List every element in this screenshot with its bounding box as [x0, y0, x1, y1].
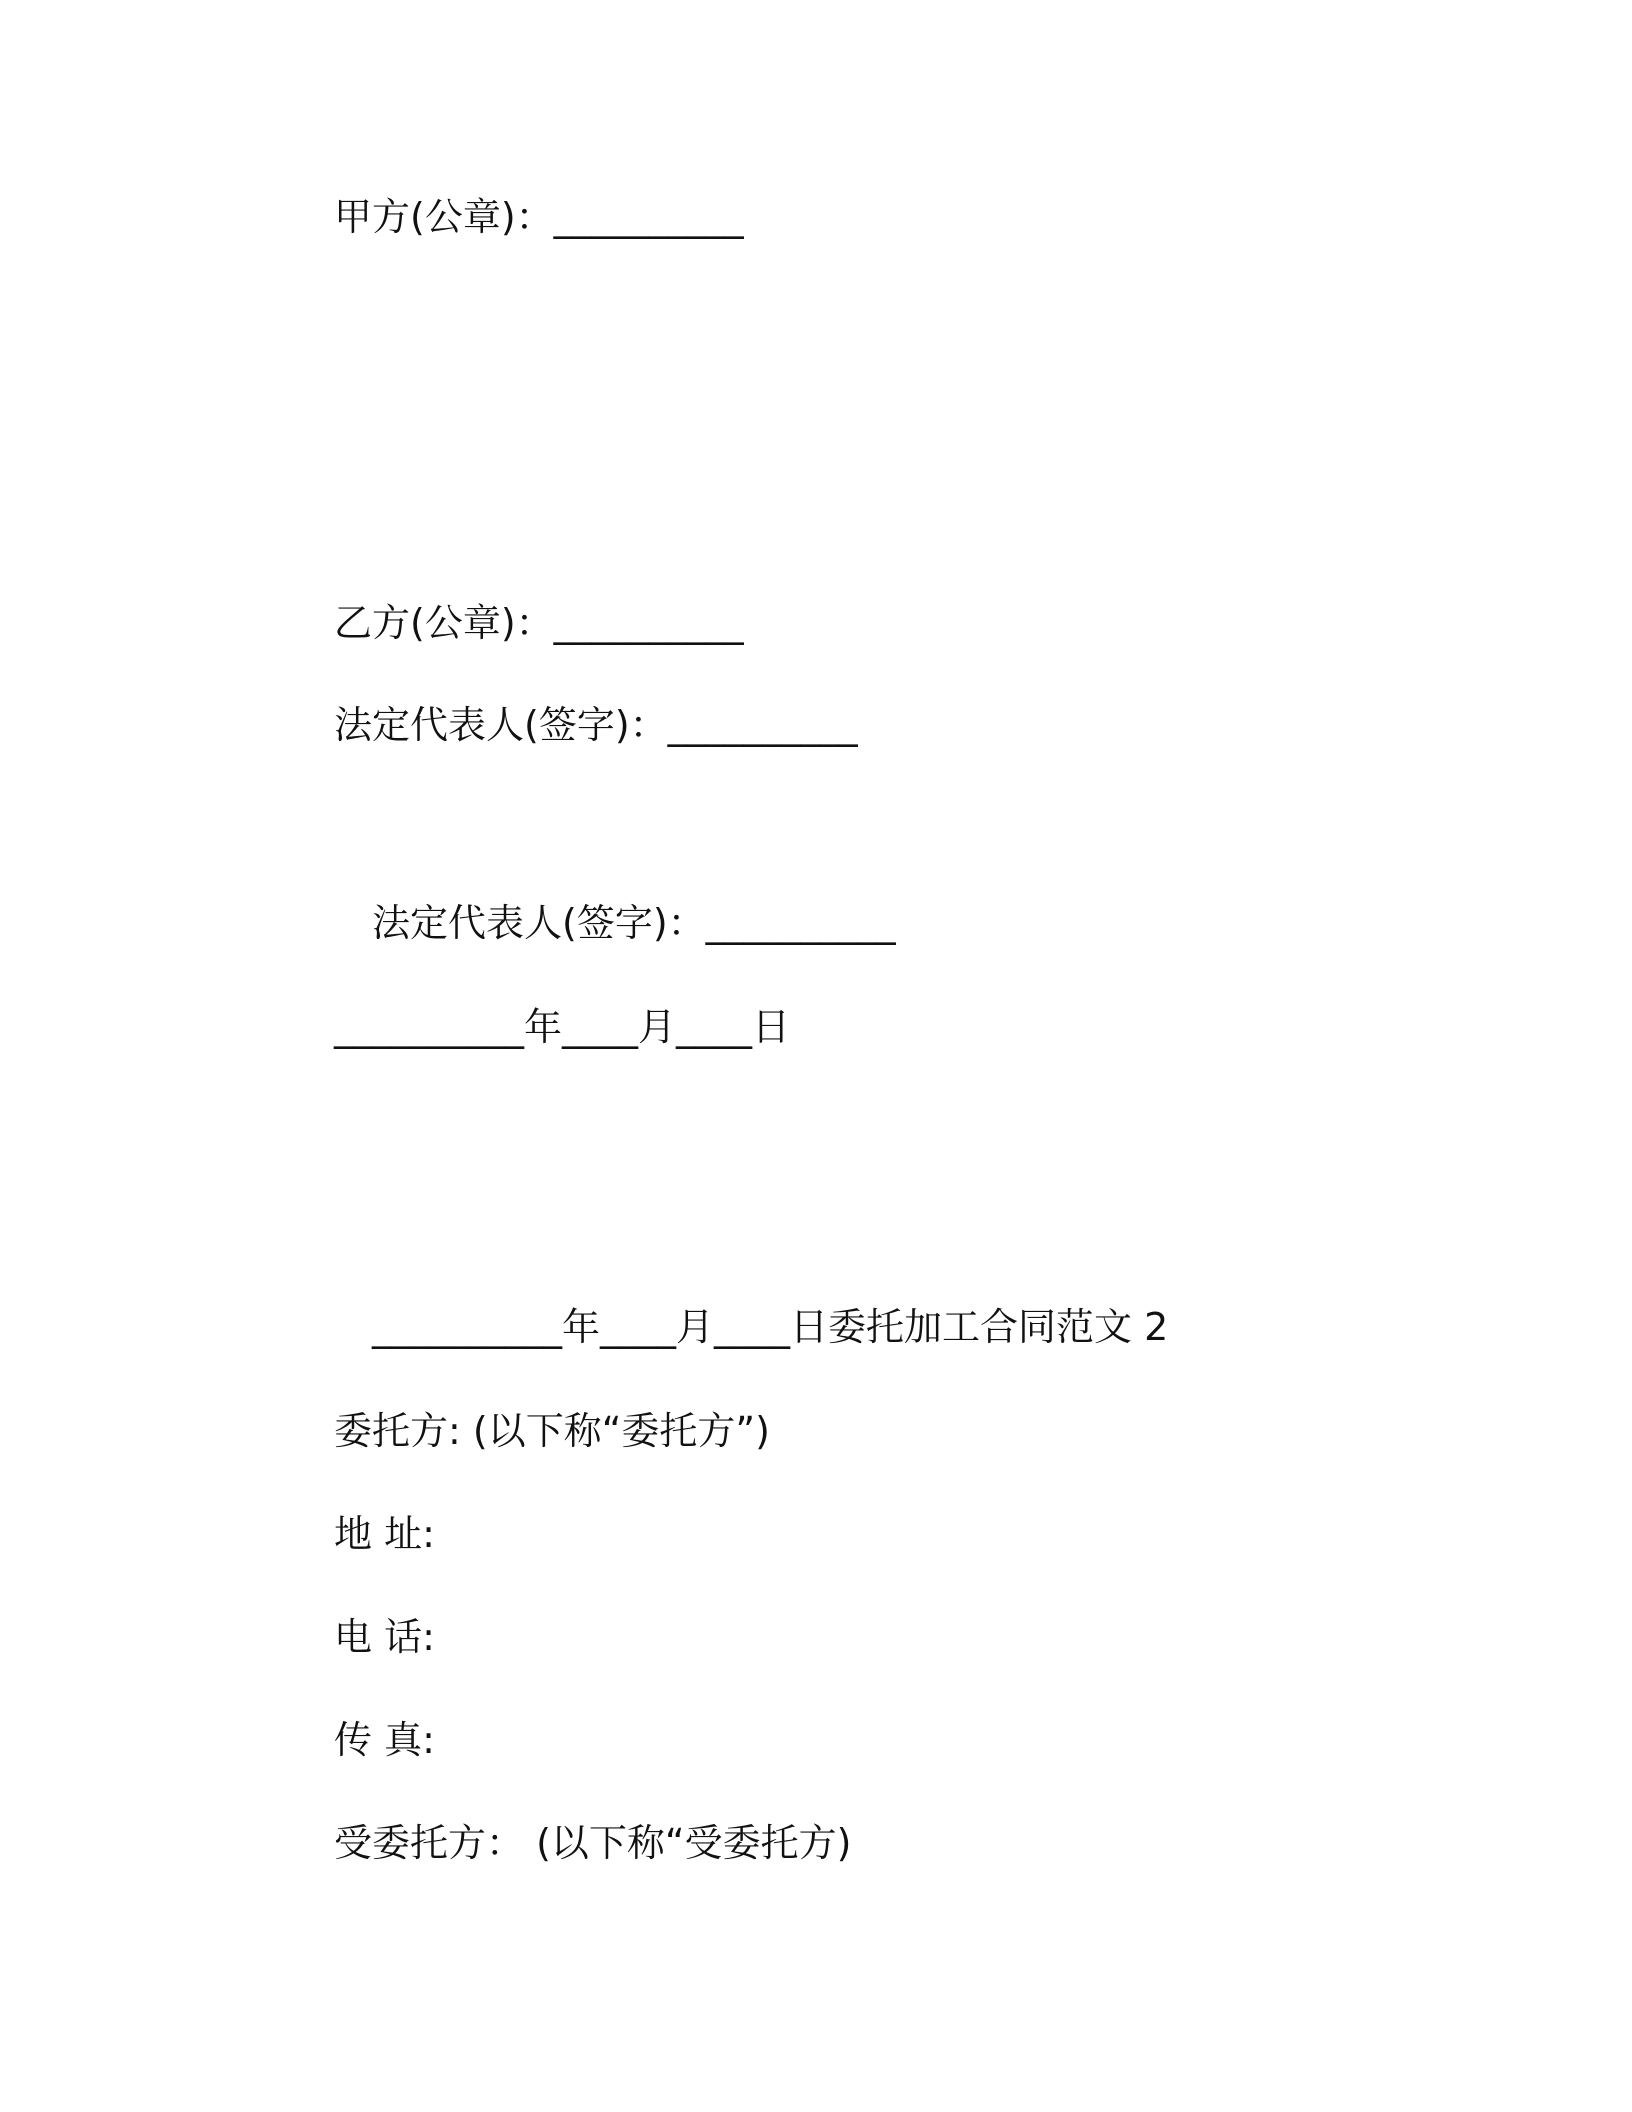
phone-label: 电 话:	[334, 1615, 435, 1659]
address-label: 地 址:	[334, 1512, 435, 1556]
party-b-seal-line: 乙方(公章)：__________	[334, 601, 744, 645]
date-line: __________年____月____日	[334, 1005, 791, 1049]
legal-rep-signature-line-2: 法定代表人(签字)：__________	[372, 901, 896, 945]
client-label: 委托方: (以下称“委托方”)	[334, 1409, 770, 1453]
fax-label: 传 真:	[334, 1718, 435, 1762]
legal-rep-signature-line: 法定代表人(签字)：__________	[334, 703, 858, 747]
party-a-seal-line: 甲方(公章)：__________	[334, 195, 744, 239]
contractor-label: 受委托方： (以下称“受委托方)	[334, 1821, 852, 1865]
date-title-line: __________年____月____日委托加工合同范文 2	[372, 1305, 1169, 1349]
